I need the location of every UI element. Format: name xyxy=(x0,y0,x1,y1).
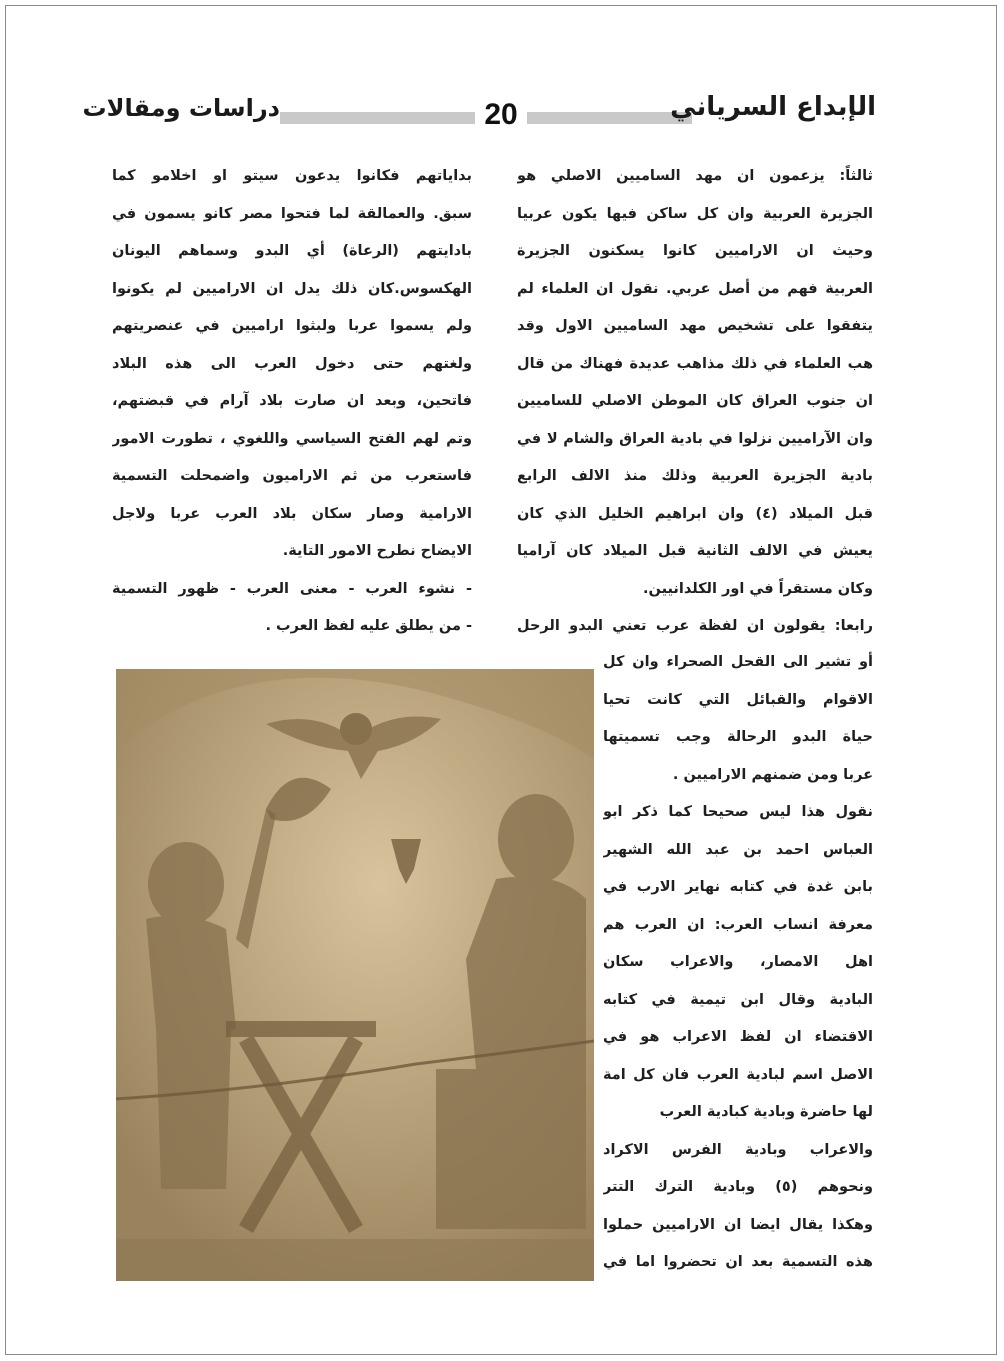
text-line: هب العلماء في ذلك مذاهب عديدة فهناك من قال xyxy=(517,355,873,372)
text-line: ثالثاً: يزعمون ان مهد الساميين الاصلي هو xyxy=(517,168,873,184)
right-column-top xyxy=(517,158,873,646)
text-line: يتفقوا على تشخيص مهد الساميين الاول وقد xyxy=(517,318,873,334)
text-line: سبق. والعمالقة لما فتحوا مصر كانو يسمون في xyxy=(112,205,472,222)
text-line: يعيش في الالف الثانية قبل الميلاد كان آراميا xyxy=(517,543,873,559)
text-line: وان الآراميين نزلوا في بادية العراق والشام لا في xyxy=(517,430,873,447)
stone-relief-image xyxy=(116,669,594,1281)
text-line: الايضاح نطرح الامور التاية. xyxy=(282,543,472,559)
magazine-title: الإبداع السرياني xyxy=(670,92,876,122)
text-line: وتم لهم الفتح السياسي واللغوي ، تطورت الامور xyxy=(112,430,472,447)
text-line: الاصل اسم لبادية العرب فان كل امة xyxy=(603,1066,873,1083)
text-line: ونحوهم (٥) وبادية الترك التتر xyxy=(603,1179,873,1195)
text-line: وكان مستقراً في اور الكلدانيين. xyxy=(643,580,873,597)
text-line: قبل الميلاد (٤) وان ابراهيم الخليل الذي كان xyxy=(517,505,873,522)
header-rule-right xyxy=(527,112,692,124)
text-line: لها حاضرة وبادية كبادية العرب xyxy=(659,1104,873,1120)
section-title: دراسات ومقالات xyxy=(82,94,280,122)
text-line: بابن غدة في كتابه نهاير الارب في xyxy=(603,879,873,895)
text-line: بداياتهم فكانوا يدعون سيتو او اخلامو كما xyxy=(112,168,472,184)
text-line: ولغتهم حتى دخول العرب الى هذه البلاد xyxy=(112,355,472,372)
text-line: فاستعرب من ثم الاراميون واضمحلت التسمية xyxy=(112,468,472,484)
text-line: والاعراب وبادية الفرس الاكراد xyxy=(603,1141,873,1158)
text-line: أو تشير الى القحل الصحراء وان كل xyxy=(603,654,873,670)
text-line: ان جنوب العراق كان الموطن الاصلي للساميين xyxy=(517,393,873,409)
text-line: - نشوء العرب - معنى العرب - ظهور التسمية xyxy=(112,580,472,597)
text-line: فاتحين، وبعد ان صارت بلاد آرام في قبضتهم، xyxy=(112,393,472,409)
text-line: الاقتضاء ان لفظ الاعراب هو في xyxy=(603,1029,873,1045)
text-line: الهكسوس.كان ذلك يدل ان الاراميين لم يكونوا xyxy=(112,280,472,297)
text-line: - من يطلق عليه لفظ العرب . xyxy=(265,618,472,634)
text-line: هذه التسمية بعد ان تحضروا اما في xyxy=(603,1254,873,1270)
text-line: العربية فهم من أصل عربي. نقول ان العلماء لم xyxy=(517,280,873,297)
text-line: عربا ومن ضمنهم الاراميين . xyxy=(672,766,873,783)
left-column xyxy=(112,158,472,646)
page-number: 20 xyxy=(484,98,518,131)
header-rule-left xyxy=(280,112,475,124)
text-line: رابعا: يقولون ان لفظة عرب تعني البدو الرحل xyxy=(517,618,873,634)
text-line: وحيث ان الاراميين كانوا يسكنون الجزيرة xyxy=(517,243,873,259)
text-line: الاقوام والقبائل التي كانت تحيا xyxy=(603,691,873,708)
text-line: نقول هذا ليس صحيحا كما ذكر ابو xyxy=(603,804,873,820)
text-line: وهكذا يقال ايضا ان الاراميين حملوا xyxy=(603,1216,873,1233)
right-column-narrow xyxy=(603,644,873,1282)
text-line: العباس احمد بن عبد الله الشهير xyxy=(603,841,873,858)
text-line: اهل الامصار، والاعراب سكان xyxy=(603,954,873,970)
text-line: معرفة انساب العرب: ان العرب هم xyxy=(603,916,873,933)
text-line: بادايتهم (الرعاة) أي البدو وسماهم اليونان xyxy=(112,243,472,259)
text-line: بادية الجزيرة العربية وذلك منذ الالف الرابع xyxy=(517,468,873,484)
text-line: حياة البدو الرحالة وجب تسميتها xyxy=(603,729,873,745)
text-line: ولم يسموا عربا ولبثوا اراميين في عنصريتهم xyxy=(112,318,472,334)
text-line: البادية وقال ابن تيمية في كتابه xyxy=(603,991,873,1008)
relief-illustration xyxy=(116,669,594,1281)
text-line: الجزيرة العربية وان كل ساكن فيها يكون عربيا xyxy=(517,205,873,222)
text-line: الارامية وصار سكان بلاد العرب عربا ولاجل xyxy=(112,505,472,522)
